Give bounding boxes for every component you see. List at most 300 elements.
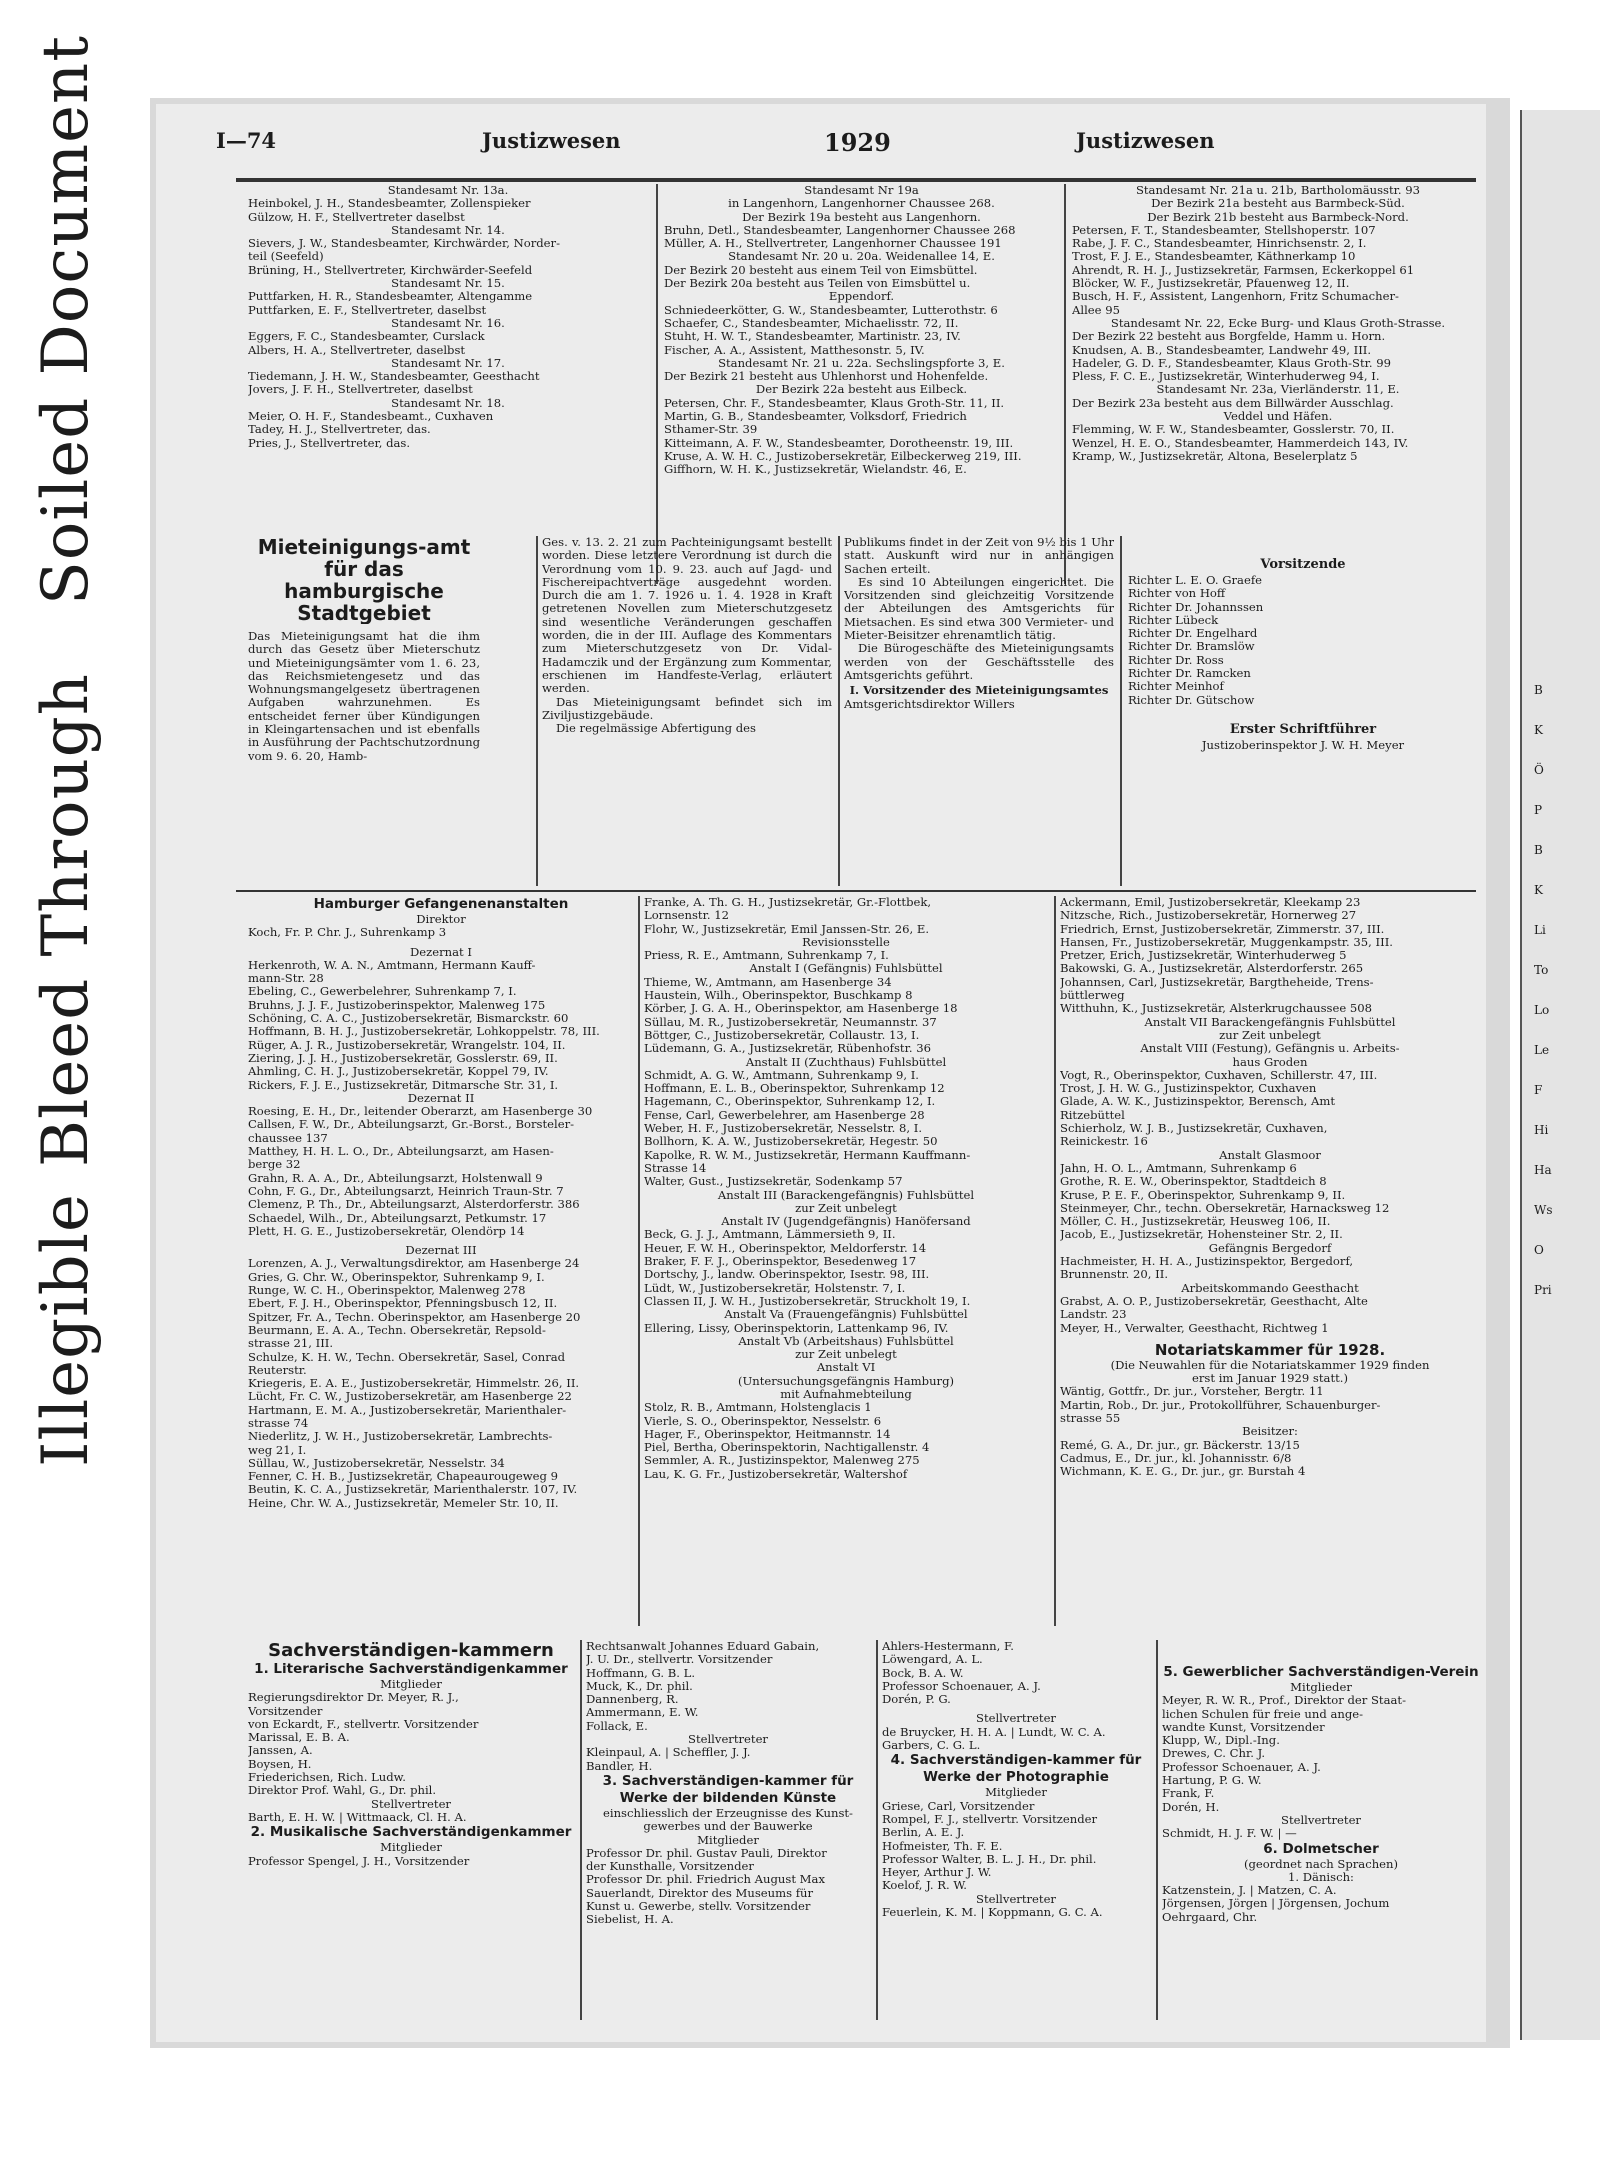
entry-line: Dortschy, J., landw. Oberinspektor, Isestr. 98, III. (644, 1268, 930, 1282)
subheading: Mitglieder (1290, 1681, 1352, 1694)
subheading: Standesamt Nr. 16. (391, 316, 505, 330)
subheading: Mitglieder (985, 1786, 1047, 1800)
entry-line: Heine, Chr. W. A., Justizsekretär, Memeler Str. 10, II. (248, 1496, 559, 1510)
entry-line: Glade, A. W. K., Justizinspektor, Berensch, Amt (1060, 1095, 1336, 1109)
entry-line: strasse 55 (1060, 1411, 1121, 1425)
entry-line: Janssen, A. (248, 1744, 313, 1758)
subheading: Der Bezirk 21a besteht aus Barmbeck-Süd. (1151, 197, 1405, 211)
entry-line: Jovers, J. F. H., Stellvertreter, daselbst (248, 383, 473, 397)
entry-line: Giffhorn, W. H. K., Justizsekretär, Wielandstr. 46, E. (664, 463, 967, 477)
next-page-fragment: B (1534, 843, 1543, 857)
entry-line: Drewes, C. Chr. J. (1162, 1747, 1266, 1761)
next-page-fragment: O (1534, 1243, 1544, 1257)
soiled-document-label: Soiled Document (29, 35, 103, 605)
entry-line: der Kunsthalle, Vorsitzender (586, 1860, 754, 1874)
next-page-fragment: B (1534, 683, 1543, 697)
subheading: Standesamt Nr. 14. (391, 223, 505, 237)
entry-line: Cadmus, E., Dr. jur., kl. Johannisstr. 6/8 (1060, 1451, 1292, 1465)
section-heading: Hamburger Gefangenenanstalten (313, 896, 569, 912)
mieteinigungsamt-text-3: Das Mieteinigungsamt befindet sich im Ziviljustizgebäude. (542, 695, 832, 722)
entry-line: chaussee 137 (248, 1131, 328, 1145)
entry-line: Trost, F. J. E., Standesbeamter, Käthnerkamp 10 (1072, 250, 1356, 264)
subheading: Standesamt Nr. 20 u. 20a. Weidenallee 14, E. (728, 250, 995, 264)
entry-line: Vogt, R., Oberinspektor, Cuxhaven, Schillerstr. 47, III. (1060, 1068, 1378, 1082)
entry-line: Fischer, A. A., Assistent, Matthesonstr. 5, IV. (664, 343, 925, 357)
entry-line: Trost, J. H. W. G., Justizinspektor, Cuxhaven (1060, 1082, 1317, 1096)
entry-line: Hadeler, G. D. F., Standesbeamter, Klaus Groth-Str. 99 (1072, 356, 1392, 370)
entry-line: Albers, H. A., Stellvertreter, daselbst (248, 343, 466, 357)
side-banner (0, 35, 132, 1480)
subheading: Stellvertreter (976, 1892, 1056, 1906)
column-divider (1054, 896, 1056, 1626)
subheading: zur Zeit unbelegt (1219, 1028, 1321, 1042)
entry-line: Hofmeister, Th. F. E. (882, 1839, 1003, 1853)
entry-line: Ellering, Lissy, Oberinspektorin, Lattenkamp 96, IV. (644, 1321, 949, 1335)
entry-line: Rechtsanwalt Johannes Eduard Gabain, (586, 1640, 820, 1653)
entry-line: Beurmann, E. A. A., Techn. Obersekretär, Repsold- (248, 1323, 546, 1337)
entry-line: Professor Schoenauer, A. J. (1162, 1760, 1321, 1774)
subheading: Dezernat II (407, 1091, 475, 1105)
entry-line: Böttger, C., Justizobersekretär, Collaustr. 13, I. (644, 1028, 920, 1042)
entry-line: Sthamer-Str. 39 (664, 423, 758, 437)
entry-line: Vierle, S. O., Oberinspektor, Nesselstr. 6 (644, 1414, 882, 1428)
subheading: Standesamt Nr. 23a, Vierländerstr. 11, E. (1156, 383, 1400, 397)
entry-line: Pretzer, Erich, Justizsekretär, Winterhuderweg 5 (1060, 949, 1347, 963)
entry-line: Pries, J., Stellvertreter, das. (248, 436, 411, 450)
next-page-fragment: Ha (1534, 1163, 1552, 1177)
entry-line: Matthey, H. H. L. O., Dr., Abteilungsarzt, am Hasen- (248, 1145, 554, 1159)
entry-line: Kunst u. Gewerbe, stellv. Vorsitzender (586, 1900, 811, 1914)
next-page-fragments (1534, 670, 1553, 1310)
entry-line: Regierungsdirektor Dr. Meyer, R. J., (248, 1691, 459, 1705)
entry-line: Heuer, F. W. H., Oberinspektor, Meldorferstr. 14 (644, 1241, 927, 1255)
subheading: Anstalt VIII (Festung), Gefängnis u. Arbeits- (1140, 1042, 1400, 1056)
entry-line: Ahlers-Hestermann, F. (882, 1640, 1014, 1653)
entry-line: Direktor Prof. Wahl, G., Dr. phil. (248, 1784, 437, 1798)
subheading: Der Bezirk 19a besteht aus Langenhorn. (742, 210, 981, 224)
entry-line: Professor Spengel, J. H., Vorsitzender (248, 1854, 470, 1868)
entry-line: Jacob, E., Justizsekretär, Hohensteiner Str. 2, II. (1060, 1228, 1343, 1242)
entry-line: Meyer, R. W. R., Prof., Direktor der Staat- (1162, 1694, 1406, 1708)
entry-line: Der Bezirk 22 besteht aus Borgfelde, Hamm u. Horn. (1072, 330, 1386, 344)
entry-line: Knudsen, A. B., Standesbeamter, Landwehr 49, III. (1072, 343, 1372, 357)
subheading: Standesamt Nr. 22, Ecke Burg- und Klaus Groth-Strasse. (1110, 316, 1446, 330)
next-page-fragment: Ö (1534, 763, 1544, 777)
entry-line: Strasse 14 (644, 1161, 707, 1175)
column-divider (580, 1640, 582, 2020)
entry-line: Puttfarken, E. F., Stellvertreter, daselbst (248, 303, 487, 317)
section-heading: 3. Sachverständigen-kammer für Werke der bildenden Künste (602, 1772, 854, 1806)
entry-line: Pless, F. C. E., Justizsekretär, Winterhuderweg 94, I. (1072, 370, 1380, 384)
entry-line: Fense, Carl, Gewerbelehrer, am Hasenberge 28 (644, 1108, 925, 1122)
entry-line: Hansen, Fr., Justizobersekretär, Muggenkampstr. 35, III. (1060, 935, 1393, 949)
subheading: (Die Neuwahlen für die Notariatskammer 1929 finden (1110, 1358, 1430, 1372)
entry-line: Professor Walter, B. L. J. H., Dr. phil. (882, 1852, 1097, 1866)
entry-line: Flemming, W. F. W., Standesbeamter, Gosslerstr. 70, II. (1072, 423, 1395, 437)
header-rule (236, 178, 1476, 182)
entry-line: Vorsitzender (248, 1704, 323, 1718)
entry-line: Lornsenstr. 12 (644, 909, 729, 923)
next-page-fragment: Hi (1534, 1123, 1549, 1137)
subheading: Veddel und Häfen. (1223, 410, 1333, 424)
entry-line: Follack, E. (586, 1719, 648, 1733)
entry-line: Witthuhn, K., Justizsekretär, Alsterkrugchaussee 508 (1060, 1002, 1373, 1016)
vorsitzender-heading: I. Vorsitzender des Mieteinigungsamtes (849, 684, 1109, 698)
entry-line: J. U. Dr., stellvertr. Vorsitzender (586, 1653, 773, 1667)
subheading: Der Bezirk 22a besteht aus Eilbeck. (755, 383, 968, 397)
entry-line: Petersen, F. T., Standesbeamter, Stellshoperstr. 107 (1072, 223, 1376, 237)
richter-list (1128, 574, 1478, 707)
next-page-fragment: Lo (1534, 1003, 1550, 1017)
section-heading: 2. Musikalische Sachverständigenkammer (250, 1824, 572, 1841)
mieteinigungsamt-text-2: Ges. v. 13. 2. 21 zum Pachteinigungsamt bestellt worden. Diese letztere Verordnung ist durch die Verordnung vom 10. 9. 23. auch auf Jagd- und Fischereipachtverträge ausgedehnt worden. Durch die am 1. 7. 1926 u. 1. 4. 1928 in Kraft getretenen Novellen zum Mieterschutzgesetz sind wesentliche Veränderungen geschaffen worden, die in der III. Auflage des Kommentars zum Mieterschutzgesetz von Dr. Vidal-Hadamczik und der Ergänzung zum Kommentar, erschienen im Handfeste-Verlag, erläutert werden. (542, 536, 832, 696)
entry-line: Puttfarken, H. R., Standesbeamter, Altengamme (248, 290, 533, 304)
entry-line: Petersen, Chr. F., Standesbeamter, Klaus Groth-Str. 11, II. (664, 396, 1005, 410)
entry-line: Busch, H. F., Assistent, Langenhorn, Fritz Schumacher- (1072, 290, 1399, 304)
entry-line: Reinickestr. 16 (1060, 1135, 1148, 1149)
column-divider (536, 536, 538, 886)
entry-line: Kapolke, R. W. M., Justizsekretär, Hermann Kauffmann- (644, 1148, 971, 1162)
entry-line: Steinmeyer, Chr., techn. Obersekretär, Harnacksweg 12 (1060, 1201, 1390, 1215)
entry-line: Müller, A. H., Stellvertreter, Langenhorner Chaussee 191 (664, 237, 1002, 251)
entry-line: Nitzsche, Rich., Justizobersekretär, Hornerweg 27 (1060, 909, 1357, 923)
subheading: Standesamt Nr. 21 u. 22a. Sechslingspforte 3, E. (718, 356, 1005, 370)
entry-line: Lüdt, W., Justizobersekretär, Holstenstr. 7, I. (644, 1281, 906, 1295)
entry-line: lichen Schulen für freie und ange- (1162, 1707, 1364, 1721)
entry-line: Tadey, H. J., Stellvertreter, das. (248, 423, 431, 437)
next-page-fragment: K (1534, 723, 1543, 737)
gefangenenanstalten-col3 (1060, 896, 1480, 1636)
entry-line: Johannsen, Carl, Justizsekretär, Bargtheheide, Trens- (1060, 975, 1374, 989)
entry-line: Hoffmann, E. L. B., Oberinspektor, Suhrenkamp 12 (644, 1082, 945, 1096)
subheading: Eppendorf. (828, 290, 895, 304)
entry-line: Dorén, P. G. (882, 1693, 951, 1707)
entry-line: Haustein, Wilh., Oberinspektor, Buschkamp 8 (644, 989, 913, 1003)
subheading: gewerbes und der Bauwerke (643, 1820, 813, 1834)
entry-line: Schniedeerkötter, G. W., Standesbeamter, Lutterothstr. 6 (664, 303, 998, 317)
entry-line: Wenzel, H. E. O., Standesbeamter, Hammerdeich 143, IV. (1072, 436, 1409, 450)
entry-line: Kitteimann, A. F. W., Standesbeamter, Dorotheenstr. 19, III. (664, 436, 1014, 450)
entry-line: Priess, R. E., Amtmann, Suhrenkamp 7, I. (644, 949, 889, 963)
page-header (156, 128, 1486, 168)
entry-line: Tiedemann, J. H. W., Standesbeamter, Geesthacht (248, 370, 540, 384)
subheading: einschliesslich der Erzeugnisse des Kunst- (603, 1806, 853, 1820)
entry-line: Beutin, K. C. A., Justizsekretär, Marienthalerstr. 107, IV. (248, 1483, 578, 1497)
entry-line: Classen II, J. W. H., Justizobersekretär, Struckholt 19, I. (644, 1294, 971, 1308)
entry-line: Marissal, E. B. A. (248, 1731, 350, 1745)
column-divider (656, 184, 658, 584)
entry-line: Hachmeister, H. H. A., Justizinspektor, Bergedorf, (1060, 1255, 1354, 1269)
entry-line: Landstr. 23 (1060, 1308, 1127, 1322)
entry-line: Muck, K., Dr. phil. (586, 1679, 693, 1693)
entry-line: Kramp, W., Justizsekretär, Altona, Beselerplatz 5 (1072, 449, 1358, 463)
entry-line: Ebert, F. J. H., Oberinspektor, Pfenningsbusch 12, II. (248, 1297, 558, 1311)
column-divider (876, 1640, 878, 2020)
section-heading: Notariatskammer für 1928. (1154, 1340, 1386, 1359)
subheading: Anstalt VI (816, 1361, 876, 1375)
entry-line: Barth, E. H. W. | Wittmaack, Cl. H. A. (248, 1810, 467, 1824)
next-page-fragment: Li (1534, 923, 1546, 937)
entry-line: Jahn, H. O. L., Amtmann, Suhrenkamp 6 (1060, 1161, 1297, 1175)
entry-line: Jörgensen, Jörgen | Jörgensen, Jochum (1162, 1897, 1390, 1911)
entry-line: von Eckardt, F., stellvertr. Vorsitzender (248, 1717, 479, 1731)
subheading: in Langenhorn, Langenhorner Chaussee 268. (728, 197, 995, 211)
subheading: Der Bezirk 21b besteht aus Barmbeck-Nord. (1147, 210, 1409, 224)
schriftfuehrer-name: Justizoberinspektor J. W. H. Meyer (1201, 738, 1405, 752)
subheading: Anstalt VII Barackengefängnis Fuhlsbüttel (1144, 1015, 1396, 1029)
entry-line: Professor Dr. phil. Gustav Pauli, Direktor (586, 1846, 827, 1860)
entry-line: Hager, F., Oberinspektor, Heitmannstr. 14 (644, 1427, 891, 1441)
subheading: (geordnet nach Sprachen) (1243, 1857, 1399, 1871)
standesamt-column-middle (664, 184, 1059, 594)
entry-line: Bakowski, G. A., Justizsekretär, Alsterdorferstr. 265 (1060, 962, 1364, 976)
entry-line: Martin, G. B., Standesbeamter, Volksdorf, Friedrich (664, 410, 967, 424)
entry-line: Schmidt, H. J. F. W. | — (1162, 1827, 1297, 1841)
entry-line: büttlerweg (1060, 989, 1125, 1003)
entry-line: Bruhn, Detl., Standesbeamter, Langenhorner Chaussee 268 (664, 223, 1016, 237)
next-page-edge (1520, 110, 1600, 2040)
entry-line: Flohr, W., Justizsekretär, Emil Janssen-Str. 26, E. (644, 922, 930, 936)
right-running-title: Justizwesen (1076, 128, 1215, 153)
section-rule (236, 890, 1476, 892)
entry-line: Grabst, A. O. P., Justizobersekretär, Geesthacht, Alte (1060, 1294, 1368, 1308)
entry-line: Schaedel, Wilh., Dr., Abteilungsarzt, Petkumstr. 17 (248, 1211, 547, 1225)
gefangenenanstalten-col2 (644, 896, 1048, 1636)
section-heading: 6. Dolmetscher (1263, 1840, 1379, 1857)
subheading: Standesamt Nr. 15. (391, 277, 505, 291)
entry-line: Allee 95 (1072, 303, 1120, 317)
illegible-label: Illegible (29, 1193, 103, 1467)
entry-line: de Bruycker, H. H. A. | Lundt, W. C. A. (882, 1725, 1106, 1739)
entry-line: Brunnenstr. 20, II. (1060, 1268, 1169, 1282)
bleed-through-label: Bleed Through (29, 673, 103, 1167)
entry-line: Clemenz, P. Th., Dr., Abteilungsarzt, Alsterdorferstr. 386 (248, 1198, 580, 1212)
entry-line: weg 21, I. (248, 1443, 307, 1457)
entry-line: Professor Schoenauer, A. J. (882, 1679, 1041, 1693)
entry-line: Fenner, C. H. B., Justizsekretär, Chapeaurougeweg 9 (248, 1470, 559, 1484)
subheading: Arbeitskommando Geesthacht (1181, 1281, 1359, 1295)
standesamt-column-right (1072, 184, 1484, 594)
entry-line: Friederichsen, Rich. Ludw. (248, 1771, 406, 1785)
entry-line: Grothe, R. E. W., Oberinspektor, Stadtdeich 8 (1060, 1175, 1327, 1189)
entry-line: Ammermann, E. W. (586, 1706, 699, 1720)
entry-line: Dorén, H. (1162, 1800, 1220, 1814)
entry-line: Remé, G. A., Dr. jur., gr. Bäckerstr. 13/15 (1060, 1438, 1300, 1452)
subheading: Anstalt IV (Jugendgefängnis) Hanöfersand (721, 1215, 971, 1229)
entry-line: Weber, H. F., Justizobersekretär, Nesselstr. 8, I. (644, 1122, 923, 1136)
next-page-fragment: F (1534, 1083, 1543, 1097)
sachverstaendigen-col2 (586, 1640, 870, 2030)
entry-line: Der Bezirk 21 besteht aus Uhlenhorst und Hohenfelde. (664, 370, 989, 384)
subheading: Standesamt Nr. 21a u. 21b, Bartholomäusstr. 93 (1135, 184, 1421, 197)
subheading: Anstalt Vb (Arbeitshaus) Fuhlsbüttel (738, 1334, 954, 1348)
entry-line: Hartmann, E. M. A., Justizobersekretär, Marienthaler- (248, 1403, 567, 1417)
subheading: Beisitzer: (1242, 1425, 1298, 1439)
document-page (156, 104, 1486, 2042)
entry-line: Koch, Fr. P. Chr. J., Suhrenkamp 3 (248, 926, 447, 940)
entry-line: Callsen, F. W., Dr., Abteilungsarzt, Gr.-Borst., Borsteler- (248, 1118, 575, 1132)
entry-line: Griese, Carl, Vorsitzender (882, 1799, 1035, 1813)
subheading: Stellvertreter (371, 1797, 451, 1811)
next-page-fragment: P (1534, 803, 1543, 817)
entry-line: Koelof, J. R. W. (882, 1879, 967, 1893)
entry-line: Garbers, C. G. L. (882, 1739, 981, 1753)
entry-line: Ahmling, C. H. J., Justizobersekretär, Koppel 79, IV. (248, 1065, 549, 1079)
entry-line: Der Bezirk 23a besteht aus dem Billwärder Ausschlag. (1072, 396, 1394, 410)
column-divider (1120, 536, 1122, 886)
subheading: zur Zeit unbelegt (795, 1348, 897, 1362)
subheading: Mitglieder (380, 1841, 442, 1855)
entry-line: Oehrgaard, Chr. (1162, 1910, 1258, 1924)
entry-line: Schaefer, C., Standesbeamter, Michaelisstr. 72, II. (664, 316, 959, 330)
next-page-fragment: Pri (1534, 1283, 1552, 1297)
entry-line: Runge, W. C. H., Oberinspektor, Malenweg 278 (248, 1284, 526, 1298)
entry-line: Lau, K. G. Fr., Justizobersekretär, Waltershof (644, 1467, 908, 1481)
richter-entry: Richter Dr. Bramslöw (1128, 640, 1255, 654)
entry-line: strasse 74 (248, 1416, 309, 1430)
entry-line: Kriegeris, E. A. E., Justizobersekretär, Himmelstr. 26, II. (248, 1377, 580, 1391)
entry-line: Stolz, R. B., Amtmann, Holstenglacis 1 (644, 1401, 872, 1415)
entry-line: Thieme, W., Amtmann, am Hasenberge 34 (644, 975, 892, 989)
subheading: Standesamt Nr 19a (804, 184, 919, 197)
richter-entry: Richter Dr. Ross (1128, 653, 1224, 667)
entry-line: Hoffmann, G. B. L. (586, 1666, 696, 1680)
subheading: 1. Dänisch: (1288, 1870, 1354, 1884)
entry-line: Boysen, H. (248, 1757, 312, 1771)
next-page-fragment: Ws (1534, 1203, 1553, 1217)
subheading: zur Zeit unbelegt (795, 1201, 897, 1215)
entry-line: Bruhns, J. J. F., Justizoberinspektor, Malenweg 175 (248, 998, 546, 1012)
entry-line: mann-Str. 28 (248, 972, 324, 986)
entry-line: Blöcker, W. F., Justizsekretär, Pfauenweg 12, II. (1072, 277, 1350, 291)
entry-line: Bandler, H. (586, 1759, 653, 1773)
subheading: Dezernat III (405, 1244, 477, 1258)
entry-line: Schierholz, W. J. B., Justizsekretär, Cuxhaven, (1060, 1122, 1328, 1136)
entry-line: Brüning, H., Stellvertreter, Kirchwärder-Seefeld (248, 263, 533, 277)
entry-line: Rickers, F. J. E., Justizsekretär, Ditmarsche Str. 31, I. (248, 1078, 559, 1092)
subheading: Anstalt Va (Frauengefängnis) Fuhlsbüttel (724, 1308, 968, 1322)
entry-line: Bollhorn, K. A. W., Justizobersekretär, Hegestr. 50 (644, 1135, 938, 1149)
entry-line: Sievers, J. W., Standesbeamter, Kirchwärder, Norder- (248, 237, 560, 251)
subheading: Stellvertreter (976, 1712, 1056, 1726)
richter-entry: Richter Lübeck (1128, 613, 1219, 627)
subheading: Standesamt Nr. 18. (391, 396, 505, 410)
gefangenenanstalten-col1 (248, 896, 634, 1636)
entry-line: Friedrich, Ernst, Justizobersekretär, Zimmerstr. 37, III. (1060, 922, 1385, 936)
subheading: erst im Januar 1929 statt.) (1192, 1372, 1348, 1386)
subheading: Mitglieder (380, 1678, 442, 1691)
entry-line: Franke, A. Th. G. H., Justizsekretär, Gr.-Flottbek, (644, 896, 932, 909)
richter-entry: Richter von Hoff (1128, 587, 1226, 601)
entry-line: Piel, Bertha, Oberinspektorin, Nachtigallenstr. 4 (644, 1441, 930, 1455)
entry-line: strasse 21, III. (248, 1337, 334, 1351)
entry-line: Rabe, J. F. C., Standesbeamter, Hinrichsenstr. 2, I. (1072, 237, 1367, 251)
richter-entry: Richter Dr. Gütschow (1128, 693, 1255, 707)
entry-line: Hartung, P. G. W. (1162, 1774, 1262, 1788)
schriftfuehrer-heading: Erster Schriftführer (1229, 721, 1377, 737)
entry-line: Ackermann, Emil, Justizobersekretär, Kleekamp 23 (1060, 896, 1361, 909)
entry-line: Schmidt, A. G. W., Amtmann, Suhrenkamp 9, I. (644, 1068, 919, 1082)
subheading: Stellvertreter (688, 1733, 768, 1747)
entry-line: Hagemann, C., Oberinspektor, Suhrenkamp 12, I. (644, 1095, 936, 1109)
mieteinigungsamt-text-7: Die Bürogeschäfte des Mieteinigungsamts werden von der Geschäftsstelle des Amtsgerichts geführt. (844, 642, 1114, 682)
entry-line: Herkenroth, W. A. N., Amtmann, Hermann Kauff- (248, 958, 536, 972)
entry-line: Wäntig, Gottfr., Dr. jur., Vorsteher, Bergtr. 11 (1060, 1385, 1324, 1399)
page-number: I—74 (216, 128, 277, 153)
entry-line: Feuerlein, K. M. | Koppmann, G. C. A. (882, 1906, 1103, 1920)
entry-line: Hoffmann, B. H. J., Justizobersekretär, Lohkoppelstr. 78, III. (248, 1025, 600, 1039)
entry-line: Semmler, A. R., Justizinspektor, Malenweg 275 (644, 1454, 920, 1468)
entry-line: Berlin, A. E. J. (882, 1826, 965, 1840)
column-divider (1064, 184, 1066, 584)
entry-line: Gülzow, H. F., Stellvertreter daselbst (248, 210, 465, 224)
entry-line: Reuterstr. (248, 1363, 307, 1377)
entry-line: Schulze, K. H. W., Techn. Obersekretär, Sasel, Conrad (248, 1350, 566, 1364)
subheading: Direktor (416, 913, 466, 926)
entry-line: Braker, F. F. J., Oberinspektor, Besedenweg 17 (644, 1255, 917, 1269)
mieteinigungsamt-col4 (1128, 556, 1478, 896)
subheading: Anstalt Glasmoor (1219, 1148, 1321, 1162)
entry-line: Eggers, F. C., Standesbeamter, Curslack (248, 330, 485, 344)
subheading: mit Aufnahmebteilung (780, 1387, 912, 1401)
sachverstaendigen-col1 (248, 1640, 574, 2030)
entry-line: Walter, Gust., Justizsekretär, Sodenkamp 57 (644, 1175, 903, 1189)
entry-line: Lüdemann, G. A., Justizsekretär, Rübenhofstr. 36 (644, 1042, 931, 1056)
entry-line: Bock, B. A. W. (882, 1666, 964, 1680)
entry-line: Körber, J. G. A. H., Oberinspektor, am Hasenberge 18 (644, 1002, 958, 1016)
entry-line: Sauerlandt, Direktor des Museums für (586, 1886, 814, 1900)
column-divider (1156, 1640, 1158, 2020)
mieteinigungsamt-text-4: Die regelmässige Abfertigung des (556, 722, 756, 736)
standesamt-column-left (248, 184, 648, 594)
entry-line: Siebelist, H. A. (586, 1913, 674, 1927)
entry-line: Süllau, W., Justizobersekretär, Nesselstr. 34 (248, 1456, 505, 1470)
entry-line: Beck, G. J. J., Amtmann, Lämmersieth 9, II. (644, 1228, 896, 1242)
entry-line: Der Bezirk 20 besteht aus einem Teil von Eimsbüttel. (664, 263, 978, 277)
next-page-fragment: To (1534, 963, 1549, 977)
subheading: (Untersuchungsgefängnis Hamburg) (737, 1374, 955, 1388)
entry-line: Meyer, H., Verwalter, Geesthacht, Richtweg 1 (1060, 1321, 1329, 1335)
entry-line: Frank, F. (1162, 1787, 1215, 1801)
entry-line: Roesing, E. H., Dr., leitender Oberarzt, am Hasenberge 30 (248, 1105, 593, 1119)
entry-line: berge 32 (248, 1158, 301, 1172)
entry-line: Kleinpaul, A. | Scheffler, J. J. (586, 1746, 751, 1760)
entry-line: Rompel, F. J., stellvertr. Vorsitzender (882, 1812, 1098, 1826)
subheading: Anstalt III (Barackengefängnis) Fuhlsbüttel (717, 1188, 975, 1202)
richter-entry: Richter L. E. O. Graefe (1128, 574, 1262, 587)
entry-line: Martin, Rob., Dr. jur., Protokollführer, Schauenburger- (1060, 1398, 1381, 1412)
mieteinigungsamt-text-6: Es sind 10 Abteilungen eingerichtet. Die Vorsitzenden sind gleichzeitig Vorsitzende der Abteilungen des Amtsgerichts für Mietsachen. Es sind etwa 300 Vermieter- und Mieter-Beisitzer ehrenamtlich tätig. (844, 575, 1114, 643)
sachverstaendigen-col4 (1162, 1664, 1480, 2030)
entry-line: Stuht, H. W. T., Standesbeamter, Martinistr. 23, IV. (664, 330, 961, 344)
vorsitzende-heading: Vorsitzende (1260, 557, 1346, 572)
entry-line: Ritzebüttel (1060, 1108, 1125, 1122)
subheading: Standesamt Nr. 17. (391, 356, 505, 370)
left-running-title: Justizwesen (482, 128, 621, 153)
entry-line: Der Bezirk 20a besteht aus Teilen von Eimsbüttel u. (664, 277, 971, 291)
subheading: Standesamt Nr. 13a. (387, 184, 509, 197)
entry-line: Klupp, W., Dipl.-Ing. (1162, 1734, 1280, 1748)
entry-line: Spitzer, Fr. A., Techn. Oberinspektor, am Hasenberge 20 (248, 1310, 581, 1324)
subheading: haus Groden (1232, 1055, 1308, 1069)
mieteinigungsamt-text-5: Publikums findet in der Zeit von 9½ bis 1 Uhr statt. Auskunft wird nur in anhängigen Sachen erteilt. (844, 536, 1114, 576)
entry-line: Ahrendt, R. H. J., Justizsekretär, Farmsen, Eckerkoppel 61 (1072, 263, 1415, 277)
richter-entry: Richter Dr. Ramcken (1128, 667, 1251, 681)
entry-line: Heinbokel, J. H., Standesbeamter, Zollenspieker (248, 197, 531, 211)
entry-line: Grahn, R. A. A., Dr., Abteilungsarzt, Holstenwall 9 (248, 1171, 543, 1185)
section-heading: 1. Literarische Sachverständigenkammer (254, 1661, 568, 1677)
entry-line: Katzenstein, J. | Matzen, C. A. (1162, 1884, 1337, 1898)
